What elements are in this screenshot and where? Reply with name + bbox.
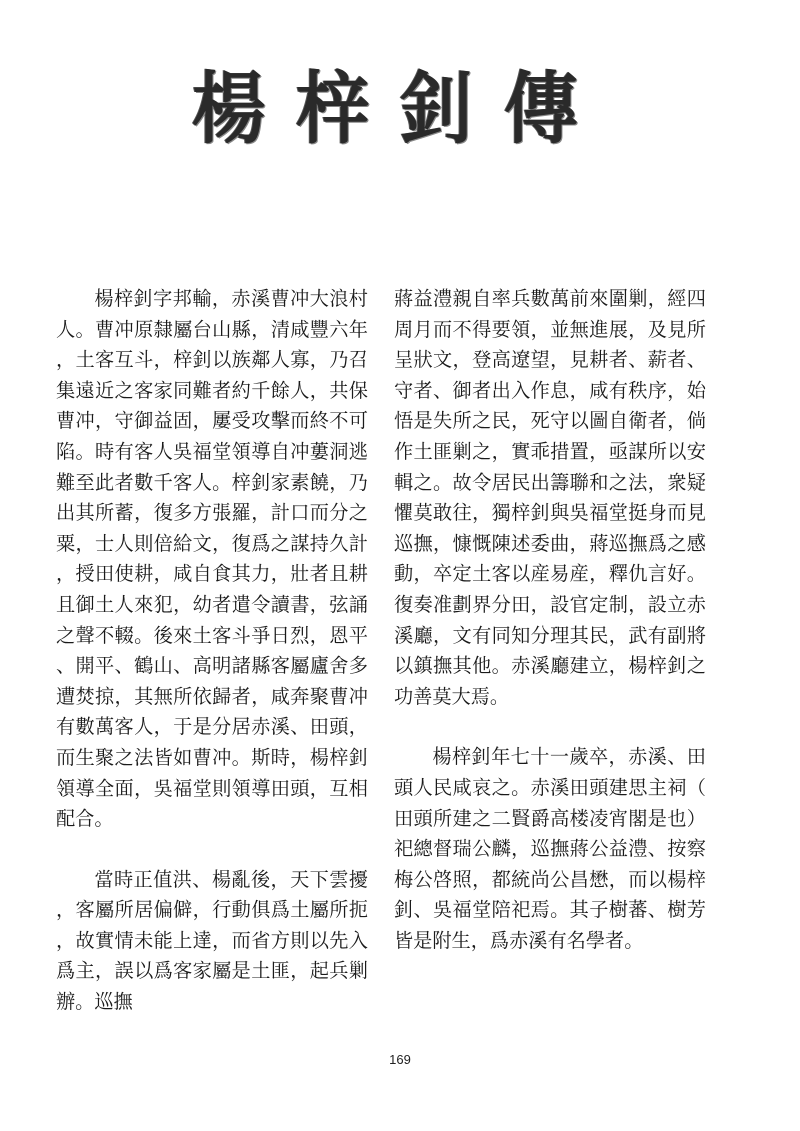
- paragraph: 楊梓釗字邦輸，赤溪曹冲大浪村人。曹冲原隸屬台山縣，清咸豐六年，土客互斗，梓釗以族鄰人寡，乃召集遠近之客家同難者約千餘人，共保曹冲，守御益固，屢受攻擊而終不可陷。時有客人吳福堂領導自冲蔞洞逃難至此者數千客人。梓釗家素饒，乃出其所蓄，復多方張羅，計口而分之粟，士人則倍給文，復爲之謀持久計，授田使耕，咸自食其力，壯者且耕且御土人來犯，幼者遣令讀書，弦誦之聲不輟。後來土客斗爭日烈，恩平、開平、鶴山、高明諸縣客屬廬舍多遭焚掠，其無所依歸者，咸奔聚曹冲有數萬客人，于是分居赤溪、田頭，而生聚之法皆如曹冲。斯時，楊梓釗領導全面，吳福堂則領導田頭，互相配合。: [56, 287, 368, 831]
- paragraph-continued: 蔣益澧親自率兵數萬前來圍剿，經四周月而不得要領，並無進展，及見所呈狀文，登高遼望，見耕者、薪者、守者、御者出入作息，咸有秩序，始悟是失所之民，死守以圖自衛者，倘作土匪剿之，實乖措置，亟謀所以安輯之。故令居民出籌聯和之法，衆疑懼莫敢往，獨梓釗與吳福堂挺身而見巡撫，慷慨陳述委曲，蔣巡撫爲之感動，卒定土客以産易産，釋仇言好。復奏准劃界分田，設官定制，設立赤溪廳，文有同知分理其民，武有副將以鎮撫其他。赤溪廳建立，楊梓釗之功善莫大焉。: [394, 287, 706, 708]
- left-column: [56, 284, 368, 1018]
- page-title: 楊梓釗傳: [192, 63, 608, 155]
- page-number: 169: [389, 1052, 411, 1067]
- paragraph: 當時正值洪、楊亂後，天下雲擾，客屬所居偏僻，行動俱爲土屬所扼，故實情未能上達，而省方則以先入爲主，誤以爲客家屬是土匪，起兵剿辦。巡撫: [56, 867, 368, 1014]
- right-column: [394, 284, 706, 956]
- paragraph: 楊梓釗年七十一歲卒，赤溪、田頭人民咸哀之。赤溪田頭建思主祠（田頭所建之二賢爵高楼凌宵閣是也）祀總督瑞公麟，巡撫蔣公益澧、按察梅公啓照，都統尚公昌懋，而以楊梓釗、吳福堂陪祀焉。其子樹蕃、樹芳皆是附生，爲赤溪有名學者。: [394, 745, 706, 952]
